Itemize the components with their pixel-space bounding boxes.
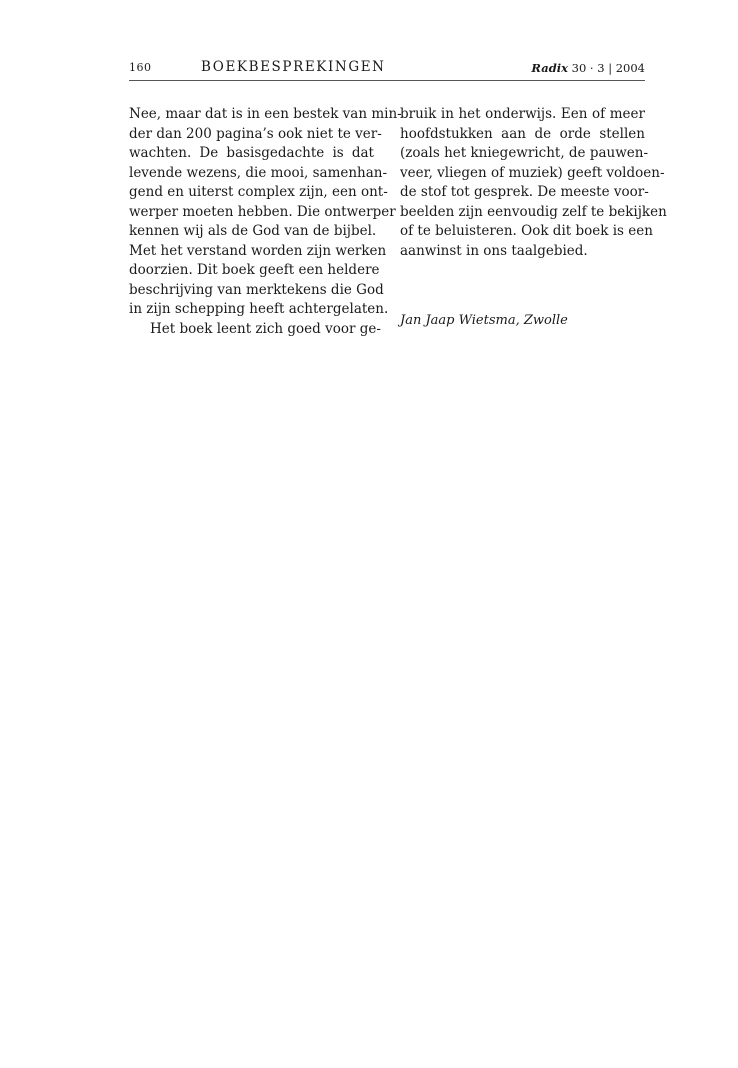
page-number: 160 xyxy=(129,61,152,74)
text-line: of te beluisteren. Ook dit boek is een xyxy=(400,223,653,239)
text-line: Nee, maar dat is in een bestek van min- xyxy=(129,106,402,122)
text-line: wachten. De basisgedachte is dat xyxy=(129,145,374,161)
text-line: in zijn schepping heeft achtergelaten. xyxy=(129,301,389,317)
journal-issue: 30 · 3 | 2004 xyxy=(571,61,645,75)
text-line: werper moeten hebben. Die ontwerper xyxy=(129,203,396,220)
right-column xyxy=(400,105,667,261)
text-line: doorzien. Dit boek geeft een heldere xyxy=(129,262,380,278)
text-line: beelden zijn eenvoudig zelf te bekijken xyxy=(400,203,667,220)
author-signature: Jan Jaap Wietsma, Zwolle xyxy=(400,313,568,328)
text-line: hoofdstukken aan de orde stellen xyxy=(400,125,645,142)
text-line: kennen wij als de God van de bijbel. xyxy=(129,223,377,239)
journal-name: Radix xyxy=(531,61,568,75)
section-title: BOEKBESPREKINGEN xyxy=(201,59,386,75)
text-line: levende wezens, die mooi, samenhan- xyxy=(129,164,388,181)
header-rule xyxy=(129,80,645,81)
text-line: de stof tot gesprek. De meeste voor- xyxy=(400,184,649,200)
text-line: veer, vliegen of muziek) geeft voldoen- xyxy=(400,164,665,181)
left-column xyxy=(129,105,402,339)
text-line: Met het verstand worden zijn werken xyxy=(129,242,387,259)
text-line: beschrijving van merktekens die God xyxy=(129,281,384,298)
text-line: bruik in het onderwijs. Een of meer xyxy=(400,106,645,122)
text-line: gend en uiterst complex zijn, een ont- xyxy=(129,184,388,200)
text-line: (zoals het kniegewricht, de pauwen- xyxy=(400,145,649,161)
journal-reference xyxy=(531,61,645,75)
text-line: aanwinst in ons taalgebied. xyxy=(400,242,588,259)
running-header xyxy=(129,57,645,79)
text-line: der dan 200 pagina’s ook niet te ver- xyxy=(129,125,382,142)
text-line: Het boek leent zich goed voor ge- xyxy=(150,320,381,337)
